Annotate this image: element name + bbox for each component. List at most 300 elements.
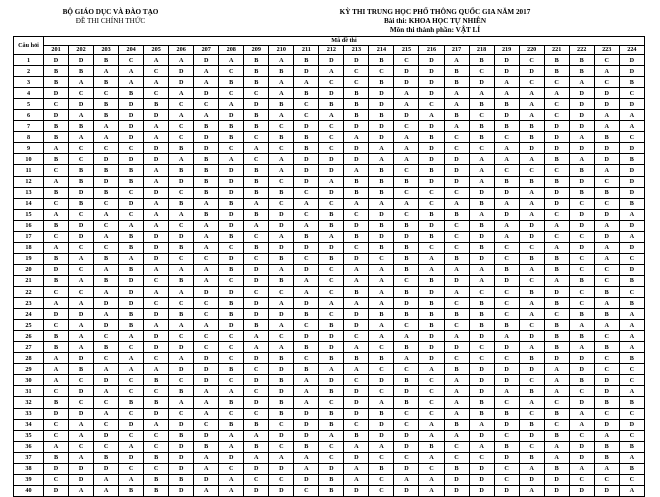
answer-cell: C (144, 275, 169, 286)
answer-cell: C (619, 88, 644, 99)
answer-cell: D (494, 209, 519, 220)
table-row (14, 397, 645, 408)
answer-cell: A (394, 331, 419, 342)
answer-cell: A (94, 209, 119, 220)
answer-cell: A (519, 485, 544, 496)
answer-cell: B (69, 198, 94, 209)
question-number: 9 (14, 143, 44, 154)
answer-cell: B (194, 154, 219, 165)
answer-cell: A (144, 209, 169, 220)
answer-cell: A (494, 386, 519, 397)
answer-cell: B (94, 275, 119, 286)
answer-cell: C (44, 386, 69, 397)
answer-cell: B (519, 176, 544, 187)
answer-cell: D (469, 485, 494, 496)
answer-cell: B (44, 187, 69, 198)
exam-code-header: Mã đề thi (44, 37, 645, 46)
answer-cell: D (619, 187, 644, 198)
answer-cell: C (244, 386, 269, 397)
answer-cell: D (569, 121, 594, 132)
answer-cell: D (419, 342, 444, 353)
answer-cell: B (319, 419, 344, 430)
answer-cell: D (69, 386, 94, 397)
answer-cell: C (569, 253, 594, 264)
answer-cell: A (444, 386, 469, 397)
answer-cell: C (544, 110, 569, 121)
answer-cell: D (444, 474, 469, 485)
answer-cell: D (294, 165, 319, 176)
answer-cell: D (69, 231, 94, 242)
answer-cell: C (319, 143, 344, 154)
answer-cell: D (419, 286, 444, 297)
question-number: 34 (14, 419, 44, 430)
answer-cell: B (419, 209, 444, 220)
answer-cell: B (119, 176, 144, 187)
answer-cell: B (494, 99, 519, 110)
answer-cell: B (619, 397, 644, 408)
answer-cell: C (344, 242, 369, 253)
answer-cell: B (119, 397, 144, 408)
table-row (14, 275, 645, 286)
answer-cell: D (369, 132, 394, 143)
answer-cell: C (44, 474, 69, 485)
answer-cell: B (319, 320, 344, 331)
answer-cell: A (494, 154, 519, 165)
answer-cell: A (544, 441, 569, 452)
answer-cell: A (569, 342, 594, 353)
answer-cell: B (219, 77, 244, 88)
answer-cell: A (594, 430, 619, 441)
answer-cell: A (294, 452, 319, 463)
answer-cell: D (244, 485, 269, 496)
answer-cell: A (194, 264, 219, 275)
answer-cell: B (594, 309, 619, 320)
answer-cell: A (569, 463, 594, 474)
answer-cell: D (219, 209, 244, 220)
answer-cell: D (344, 397, 369, 408)
answer-cell: A (519, 88, 544, 99)
answer-cell: D (119, 154, 144, 165)
answer-cell: C (619, 286, 644, 297)
answer-cell: D (169, 77, 194, 88)
official-exam-label: ĐỀ THI CHÍNH THỨC (75, 17, 146, 25)
answer-cell: A (519, 198, 544, 209)
answer-cell: A (344, 165, 369, 176)
answer-cell: B (319, 474, 344, 485)
answer-cell: A (294, 198, 319, 209)
answer-cell: A (469, 88, 494, 99)
answer-cell: D (194, 143, 219, 154)
answer-cell: C (144, 66, 169, 77)
answer-cell: A (369, 320, 394, 331)
answer-cell: B (444, 419, 469, 430)
answer-cell: A (469, 441, 494, 452)
answer-cell: C (94, 198, 119, 209)
answer-cell: B (94, 165, 119, 176)
answer-cell: C (69, 397, 94, 408)
answer-cell: D (419, 121, 444, 132)
table-row (14, 375, 645, 386)
answer-cell: A (144, 165, 169, 176)
question-number: 2 (14, 66, 44, 77)
answer-cell: B (444, 110, 469, 121)
answer-cell: B (219, 121, 244, 132)
question-number: 19 (14, 253, 44, 264)
answer-cell: A (269, 88, 294, 99)
answer-cell: B (519, 121, 544, 132)
exam-code: 212 (319, 46, 344, 55)
answer-cell: D (219, 176, 244, 187)
answer-cell: C (94, 397, 119, 408)
answer-cell: A (169, 320, 194, 331)
answer-cell: B (369, 463, 394, 474)
answer-cell: A (244, 430, 269, 441)
answer-cell: D (194, 88, 219, 99)
answer-cell: A (519, 110, 544, 121)
answer-cell: C (494, 242, 519, 253)
answer-cell: D (594, 419, 619, 430)
answer-cell: A (94, 309, 119, 320)
answer-cell: B (494, 441, 519, 452)
answer-cell: A (519, 154, 544, 165)
answer-cell: C (119, 143, 144, 154)
answer-cell: A (194, 452, 219, 463)
answer-cell: B (94, 452, 119, 463)
answer-cell: C (294, 110, 319, 121)
answer-cell: C (369, 485, 394, 496)
answer-cell: C (294, 485, 319, 496)
answer-cell: D (319, 88, 344, 99)
answer-cell: D (444, 342, 469, 353)
answer-cell: A (344, 364, 369, 375)
answer-cell: B (544, 154, 569, 165)
answer-cell: A (469, 419, 494, 430)
answer-cell: B (544, 430, 569, 441)
answer-cell: C (419, 397, 444, 408)
answer-cell: B (44, 342, 69, 353)
answer-cell: D (594, 375, 619, 386)
answer-cell: B (194, 209, 219, 220)
answer-cell: B (419, 231, 444, 242)
answer-cell: B (144, 99, 169, 110)
answer-cell: A (69, 298, 94, 309)
answer-cell: C (394, 209, 419, 220)
answer-cell: C (169, 331, 194, 342)
answer-cell: D (594, 88, 619, 99)
answer-cell: B (369, 220, 394, 231)
answer-cell: D (169, 364, 194, 375)
answer-cell: B (194, 165, 219, 176)
answer-cell: A (244, 342, 269, 353)
answer-cell: A (269, 154, 294, 165)
answer-cell: D (119, 452, 144, 463)
answer-cell: B (69, 66, 94, 77)
answer-cell: D (194, 353, 219, 364)
answer-cell: D (219, 452, 244, 463)
answer-cell: D (369, 231, 394, 242)
answer-cell: D (144, 154, 169, 165)
answer-cell: C (319, 264, 344, 275)
exam-code: 215 (394, 46, 419, 55)
exam-code: 203 (94, 46, 119, 55)
answer-cell: C (44, 419, 69, 430)
answer-cell: C (144, 298, 169, 309)
answer-cell: A (519, 187, 544, 198)
answer-cell: D (94, 320, 119, 331)
answer-cell: D (569, 143, 594, 154)
answer-cell: D (44, 408, 69, 419)
answer-cell: A (69, 430, 94, 441)
answer-cell: C (144, 88, 169, 99)
answer-cell: D (44, 88, 69, 99)
answer-cell: C (344, 209, 369, 220)
answer-cell: D (194, 430, 219, 441)
question-number: 33 (14, 408, 44, 419)
answer-cell: B (344, 187, 369, 198)
answer-cell: A (369, 331, 394, 342)
answer-cell: C (69, 441, 94, 452)
answer-cell: A (619, 386, 644, 397)
answer-cell: C (419, 99, 444, 110)
answer-cell: C (594, 176, 619, 187)
answer-cell: B (244, 165, 269, 176)
answer-cell: B (469, 99, 494, 110)
answer-cell: C (144, 353, 169, 364)
answer-cell: A (619, 331, 644, 342)
answer-cell: C (419, 242, 444, 253)
answer-cell: A (69, 275, 94, 286)
answer-cell: D (569, 452, 594, 463)
answer-cell: D (569, 220, 594, 231)
answer-cell: A (44, 143, 69, 154)
answer-cell: D (344, 220, 369, 231)
answer-cell: A (394, 88, 419, 99)
answer-cell: D (369, 375, 394, 386)
answer-cell: A (69, 132, 94, 143)
question-number: 32 (14, 397, 44, 408)
answer-cell: A (594, 320, 619, 331)
answer-cell: D (219, 165, 244, 176)
answer-cell: C (569, 198, 594, 209)
answer-cell: A (544, 220, 569, 231)
answer-cell: C (419, 408, 444, 419)
answer-cell: B (544, 55, 569, 66)
answer-cell: C (619, 474, 644, 485)
table-row (14, 286, 645, 297)
question-number: 27 (14, 342, 44, 353)
answer-cell: D (194, 474, 219, 485)
answer-cell: C (169, 298, 194, 309)
answer-cell: B (219, 309, 244, 320)
answer-cell: B (69, 176, 94, 187)
answer-cell: D (294, 242, 319, 253)
answer-cell: C (119, 209, 144, 220)
answer-cell: A (169, 353, 194, 364)
question-number: 23 (14, 298, 44, 309)
answer-cell: C (594, 55, 619, 66)
answer-cell: C (494, 463, 519, 474)
answer-cell: D (444, 275, 469, 286)
answer-cell: A (619, 320, 644, 331)
answer-cell: B (344, 231, 369, 242)
answer-cell: B (369, 77, 394, 88)
answer-cell: D (269, 242, 294, 253)
answer-cell: A (194, 320, 219, 331)
table-row (14, 99, 645, 110)
exam-code: 213 (344, 46, 369, 55)
answer-cell: C (394, 419, 419, 430)
answer-cell: C (319, 77, 344, 88)
answer-cell: D (419, 55, 444, 66)
answer-cell: B (594, 452, 619, 463)
answer-cell: A (519, 309, 544, 320)
answer-cell: A (119, 253, 144, 264)
answer-cell: D (469, 386, 494, 397)
answer-cell: C (269, 143, 294, 154)
answer-cell: D (469, 463, 494, 474)
question-number: 4 (14, 88, 44, 99)
question-number: 39 (14, 474, 44, 485)
answer-cell: A (569, 419, 594, 430)
answer-cell: A (344, 198, 369, 209)
answer-cell: A (94, 408, 119, 419)
answer-cell: B (169, 165, 194, 176)
answer-cell: D (169, 419, 194, 430)
answer-cell: C (369, 342, 394, 353)
answer-cell: B (594, 441, 619, 452)
answer-cell: A (494, 220, 519, 231)
answer-cell: C (544, 209, 569, 220)
table-row (14, 298, 645, 309)
answer-cell: A (219, 430, 244, 441)
answer-cell: A (519, 264, 544, 275)
answer-cell: C (394, 165, 419, 176)
answer-cell: B (569, 55, 594, 66)
answer-cell: C (244, 154, 269, 165)
answer-cell: D (69, 55, 94, 66)
answer-cell: A (144, 320, 169, 331)
answer-cell: C (269, 474, 294, 485)
answer-cell: D (144, 253, 169, 264)
answer-cell: C (69, 88, 94, 99)
answer-cell: C (69, 286, 94, 297)
answer-cell: D (119, 99, 144, 110)
answer-cell: D (119, 198, 144, 209)
answer-cell: A (69, 253, 94, 264)
answer-cell: B (169, 474, 194, 485)
answer-cell: C (344, 331, 369, 342)
answer-cell: C (119, 408, 144, 419)
answer-cell: D (369, 430, 394, 441)
answer-cell: A (394, 154, 419, 165)
answer-cell: D (369, 121, 394, 132)
answer-cell: B (419, 320, 444, 331)
answer-cell: C (69, 143, 94, 154)
answer-cell: B (369, 187, 394, 198)
answer-cell: A (469, 264, 494, 275)
answer-cell: C (544, 99, 569, 110)
answer-cell: B (244, 441, 269, 452)
answer-cell: A (369, 286, 394, 297)
answer-cell: D (369, 99, 394, 110)
table-row (14, 408, 645, 419)
answer-cell: C (444, 353, 469, 364)
answer-cell: A (269, 77, 294, 88)
answer-cell: D (394, 231, 419, 242)
answer-cell: D (369, 419, 394, 430)
answer-cell: D (419, 176, 444, 187)
answer-cell: C (494, 298, 519, 309)
answer-cell: A (569, 408, 594, 419)
answer-cell: B (469, 132, 494, 143)
answer-cell: D (619, 55, 644, 66)
answer-cell: A (294, 220, 319, 231)
answer-cell: C (219, 408, 244, 419)
answer-cell: A (94, 121, 119, 132)
answer-cell: C (94, 88, 119, 99)
answer-cell: A (169, 55, 194, 66)
answer-cell: C (244, 132, 269, 143)
answer-cell: A (369, 275, 394, 286)
answer-cell: B (319, 253, 344, 264)
answer-cell: D (44, 264, 69, 275)
answer-cell: A (419, 485, 444, 496)
answer-cell: C (69, 242, 94, 253)
answer-cell: B (44, 452, 69, 463)
answer-cell: C (569, 430, 594, 441)
answer-cell: C (194, 298, 219, 309)
answer-cell: D (594, 209, 619, 220)
answer-cell: A (419, 474, 444, 485)
answer-cell: D (69, 474, 94, 485)
answer-cell: D (119, 286, 144, 297)
answer-cell: A (619, 231, 644, 242)
answer-cell: D (594, 143, 619, 154)
answer-cell: C (244, 474, 269, 485)
answer-cell: A (94, 132, 119, 143)
answer-cell: A (69, 342, 94, 353)
answer-cell: B (344, 110, 369, 121)
answer-cell: A (594, 121, 619, 132)
question-number: 28 (14, 353, 44, 364)
answer-cell: A (594, 253, 619, 264)
answer-cell: A (119, 331, 144, 342)
answer-cell: D (444, 154, 469, 165)
answer-cell: A (94, 231, 119, 242)
answer-cell: A (444, 430, 469, 441)
answer-cell: B (144, 485, 169, 496)
answer-cell: A (619, 121, 644, 132)
answer-cell: D (419, 143, 444, 154)
question-number: 1 (14, 55, 44, 66)
answer-cell: A (194, 66, 219, 77)
answer-cell: A (294, 463, 319, 474)
answer-cell: A (519, 463, 544, 474)
answer-cell: B (594, 342, 619, 353)
question-number: 18 (14, 242, 44, 253)
answer-cell: A (344, 474, 369, 485)
answer-cell: B (394, 375, 419, 386)
answer-cell: D (569, 110, 594, 121)
answer-cell: B (119, 264, 144, 275)
answer-cell: C (469, 452, 494, 463)
answer-cell: C (344, 375, 369, 386)
answer-cell: C (44, 99, 69, 110)
answer-cell: D (569, 242, 594, 253)
answer-cell: D (319, 242, 344, 253)
answer-cell: A (394, 198, 419, 209)
answer-cell: D (244, 375, 269, 386)
